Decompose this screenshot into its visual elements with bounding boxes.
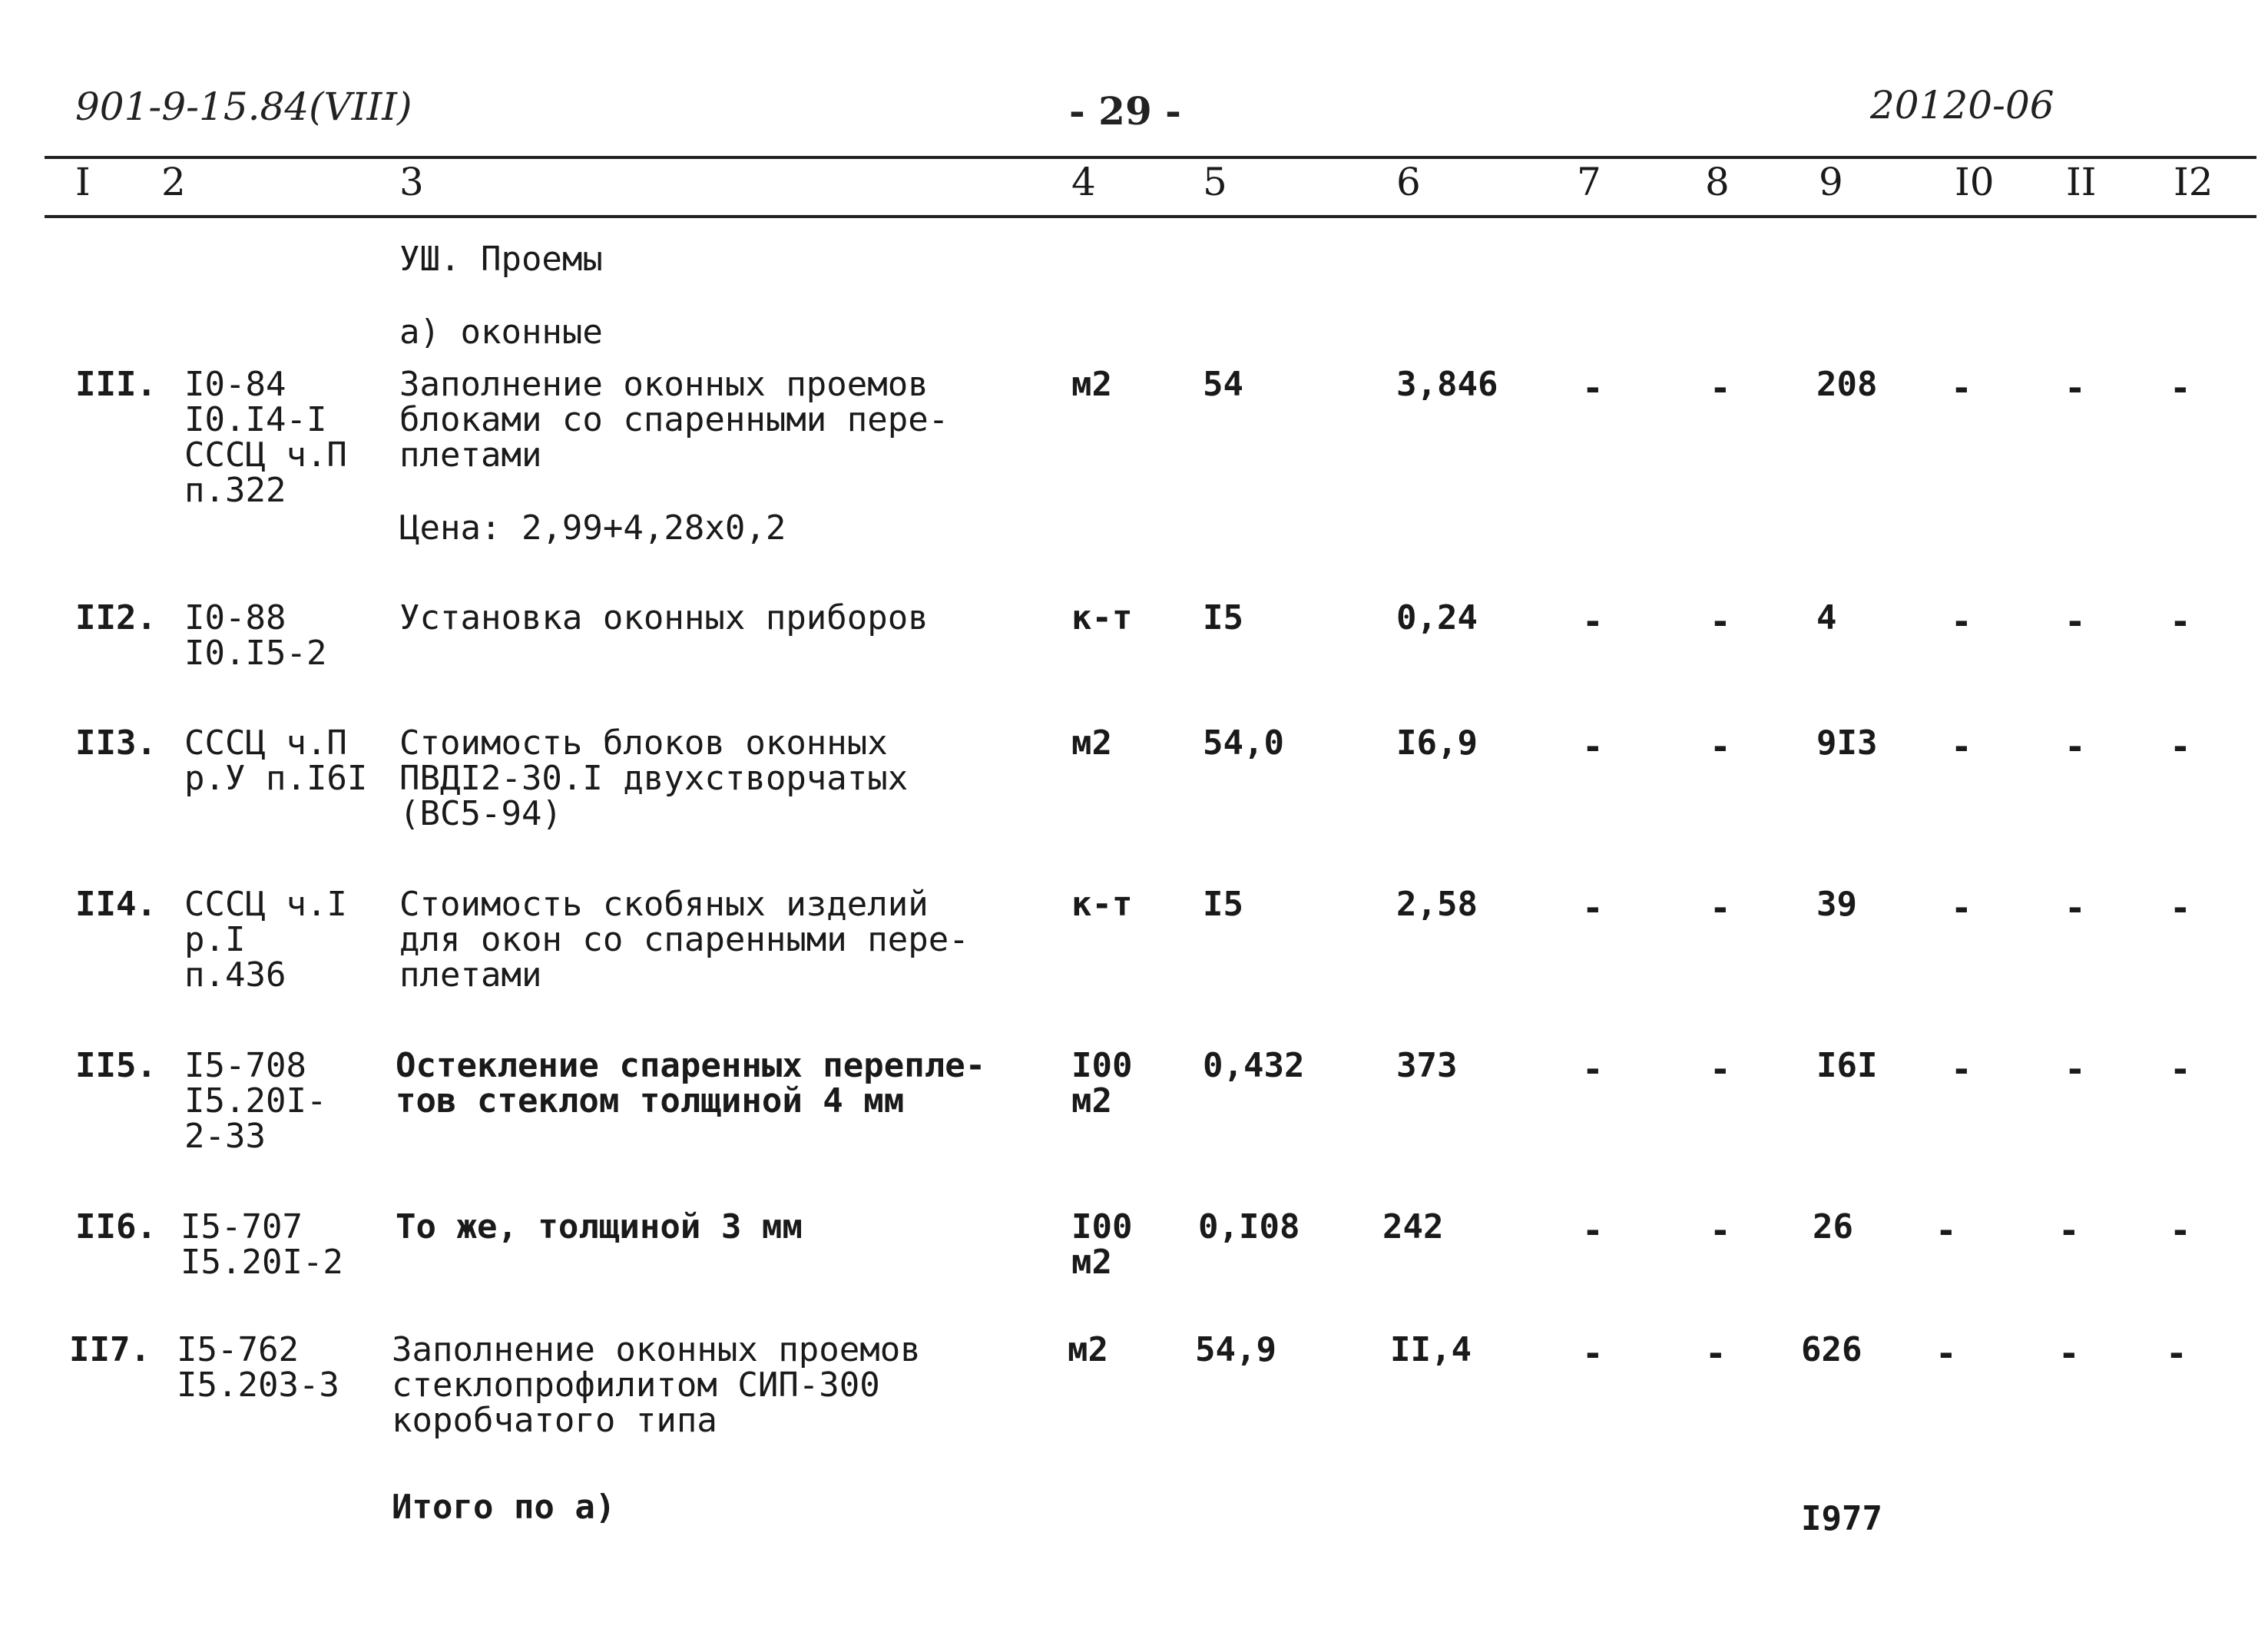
row-number: III. (75, 365, 157, 404)
row-col10: - (1935, 1332, 1957, 1374)
row-col7: - (1582, 1332, 1604, 1374)
row-code: СССЦ ч.I р.I п.436 (184, 885, 347, 995)
row-quantity: I5 (1203, 598, 1243, 637)
row-col12: - (2170, 1210, 2191, 1251)
row-col8: - (1710, 1210, 1731, 1251)
row-number: II5. (75, 1046, 157, 1085)
row-unit: к-т (1071, 885, 1133, 924)
row-col11: - (2058, 1210, 2080, 1251)
row-col10: - (1935, 1210, 1957, 1251)
row-col12: - (2170, 367, 2191, 409)
header-bottom-rule (45, 215, 2256, 218)
row-col8: - (1710, 601, 1731, 642)
column-header-10: I0 (1955, 160, 1995, 204)
column-header-9: 9 (1819, 160, 1843, 204)
row-unit-price: 373 (1396, 1046, 1458, 1085)
row-col8: - (1710, 367, 1731, 409)
row-col7: - (1582, 726, 1604, 767)
column-header-2: 2 (161, 160, 186, 204)
column-header-7: 7 (1577, 160, 1601, 204)
row-unit: I00 м2 (1071, 1046, 1133, 1121)
row-price-note: Цена: 2,99+4,28x0,2 (399, 508, 786, 548)
row-description: Стоимость блоков оконных ПВДI2-30.I двухстворчатых (ВС5-94) (399, 723, 909, 833)
row-quantity: 0,I08 (1198, 1207, 1300, 1246)
row-number: II2. (75, 598, 157, 637)
column-header-11: II (2066, 160, 2097, 204)
row-col12: - (2170, 1048, 2191, 1090)
row-col8: - (1710, 726, 1731, 767)
row-col8: - (1705, 1332, 1727, 1374)
row-col9: 4 (1816, 598, 1837, 637)
row-col11: - (2064, 1048, 2086, 1090)
row-col9: 9I3 (1816, 723, 1878, 763)
row-col7: - (1582, 887, 1604, 929)
total-label: Итого по а) (392, 1488, 616, 1527)
document-number: 20120-06 (1870, 83, 2054, 127)
row-col10: - (1951, 367, 1972, 409)
row-number: II7. (69, 1330, 151, 1369)
row-col7: - (1582, 601, 1604, 642)
row-code: I0-88 I0.I5-2 (184, 598, 327, 673)
row-quantity: 0,432 (1203, 1046, 1305, 1085)
row-unit: I00 м2 (1071, 1207, 1133, 1282)
row-col7: - (1582, 1048, 1604, 1090)
row-col10: - (1951, 1048, 1972, 1090)
column-header-1: I (75, 160, 91, 204)
row-code: I5-762 I5.203-3 (177, 1330, 339, 1405)
row-col12: - (2166, 1332, 2187, 1374)
header-top-rule (45, 156, 2256, 159)
row-col10: - (1951, 726, 1972, 767)
row-quantity: I5 (1203, 885, 1243, 924)
row-unit-price: 0,24 (1396, 598, 1478, 637)
row-quantity: 54 (1203, 365, 1243, 404)
row-col11: - (2064, 601, 2086, 642)
column-header-5: 5 (1203, 160, 1227, 204)
row-description: Заполнение оконных проемов стеклопрофилитом СИП-300 коробчатого типа (392, 1330, 921, 1440)
row-number: II3. (75, 723, 157, 763)
row-col7: - (1582, 1210, 1604, 1251)
row-col8: - (1710, 1048, 1731, 1090)
page-number: - 29 - (1069, 88, 1181, 134)
row-code: I5-707 I5.20I-2 (180, 1207, 343, 1282)
row-code: I0-84 I0.I4-I СССЦ ч.П п.322 (184, 365, 347, 510)
row-col11: - (2064, 726, 2086, 767)
row-description: Заполнение оконных проемов блоками со спаренными пере- плетами (399, 365, 949, 475)
row-unit: м2 (1071, 723, 1112, 763)
column-header-4: 4 (1071, 160, 1096, 204)
subsection-title: а) оконные (399, 313, 603, 352)
row-quantity: 54,9 (1195, 1330, 1276, 1369)
row-col7: - (1582, 367, 1604, 409)
row-col9: 626 (1801, 1330, 1862, 1369)
row-col8: - (1710, 887, 1731, 929)
row-number: II6. (75, 1207, 157, 1246)
row-col9: I6I (1816, 1046, 1878, 1085)
row-col12: - (2170, 887, 2191, 929)
section-title: УШ. Проемы (399, 240, 603, 279)
row-col10: - (1951, 887, 1972, 929)
row-col10: - (1951, 601, 1972, 642)
row-col9: 208 (1816, 365, 1878, 404)
row-unit-price: 242 (1382, 1207, 1444, 1246)
row-unit-price: II,4 (1390, 1330, 1472, 1369)
row-unit-price: 2,58 (1396, 885, 1478, 924)
column-header-8: 8 (1705, 160, 1730, 204)
row-code: СССЦ ч.П р.У п.I6I (184, 723, 368, 798)
row-number: II4. (75, 885, 157, 924)
row-description: То же, толщиной 3 мм (396, 1207, 803, 1246)
row-description: Установка оконных приборов (399, 598, 929, 637)
row-col12: - (2170, 726, 2191, 767)
row-unit: м2 (1071, 365, 1112, 404)
row-col9: 26 (1813, 1207, 1853, 1246)
row-col11: - (2058, 1332, 2080, 1374)
row-unit: к-т (1071, 598, 1133, 637)
row-col11: - (2064, 367, 2086, 409)
row-code: I5-708 I5.20I- 2-33 (184, 1046, 327, 1156)
row-quantity: 54,0 (1203, 723, 1284, 763)
row-unit: м2 (1068, 1330, 1108, 1369)
total-value: I977 (1801, 1499, 1882, 1538)
row-col9: 39 (1816, 885, 1857, 924)
row-description: Остекление спаренных перепле- тов стеклом толщиной 4 мм (396, 1046, 986, 1121)
column-header-6: 6 (1396, 160, 1421, 204)
row-col12: - (2170, 601, 2191, 642)
row-unit-price: I6,9 (1396, 723, 1478, 763)
row-description: Стоимость скобяных изделий для окон со спаренными пере- плетами (399, 885, 969, 995)
column-header-12: I2 (2174, 160, 2213, 204)
document-code: 901-9-15.84(VIII) (75, 84, 412, 129)
column-header-3: 3 (399, 160, 424, 204)
row-col11: - (2064, 887, 2086, 929)
row-unit-price: 3,846 (1396, 365, 1498, 404)
